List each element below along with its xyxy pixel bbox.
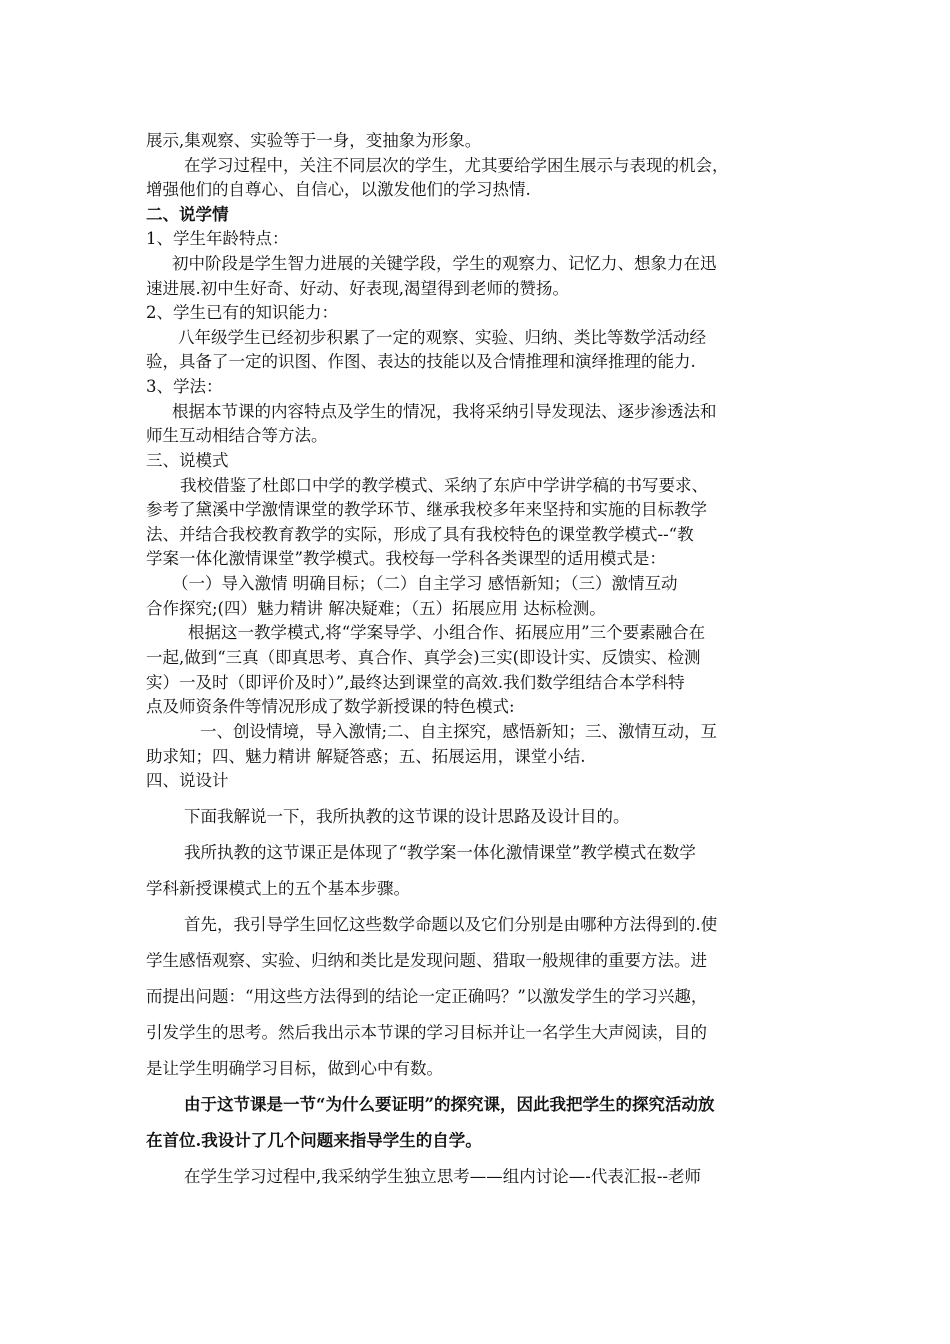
bold-text-line: 由于这节课是一节“为什么要证明”的探究课，因此我把学生的探究活动放: [184, 1095, 715, 1114]
text-line: 首先，我引导学生回忆这些数学命题以及它们分别是由哪种方法得到的.使: [184, 915, 718, 934]
section-heading: 三、说模式: [146, 451, 229, 470]
text-line: 点及师资条件等情况形成了数学新授课的特色模式:: [146, 697, 515, 716]
text-line: 一起,做到“三真（即真思考、真合作、真学会)三实(即设计实、反馈实、检测: [146, 648, 701, 667]
text-line: 合作探究;(四）魅力精讲 解决疑难；（五）拓展应用 达标检测。: [146, 599, 606, 618]
section-heading: 二、说学情: [146, 205, 229, 224]
subheading: 2、学生已有的知识能力：: [146, 303, 338, 322]
text-line: 是让学生明确学习目标，做到心中有数。: [146, 1059, 443, 1078]
text-line: 下面我解说一下，我所执教的这节课的设计思路及设计目的。: [184, 807, 630, 826]
subheading: 1、学生年龄特点：: [146, 229, 289, 248]
text-line: 增强他们的自尊心、自信心，以激发他们的学习热情.: [146, 180, 531, 199]
text-line: 一、创设情境，导入激情;二、自主探究，感悟新知；三、激情互动，互: [200, 722, 718, 741]
text-line: 速进展.初中生好奇、好动、好表现,渴望得到老师的赞扬。: [146, 279, 569, 298]
text-line: 根据这一教学模式,将“学案导学、小组合作、拓展应用”三个要素融合在: [188, 623, 706, 642]
text-line: 实）一及时（即评价及时）”,最终达到课堂的高效.我们数学组结合本学科特: [146, 673, 685, 692]
text-line: 我校借鉴了杜郎口中学的教学模式、采纳了东庐中学讲学稿的书写要求、: [180, 476, 708, 495]
text-line: 参考了黛溪中学激情课堂的教学环节、继承我校多年来坚持和实施的目标教学: [146, 500, 707, 519]
text-line: 我所执教的这节课正是体现了“教学案一体化激情课堂”教学模式在数学: [184, 843, 696, 862]
text-line: 而提出问题：“用这些方法得到的结论一定正确吗？”以激发学生的学习兴趣，: [146, 987, 708, 1006]
text-line: 法、并结合我校教育教学的实际，形成了具有我校特色的课堂教学模式--“教: [146, 525, 694, 544]
text-line: 学案一体化激情课堂”教学模式。我校每一学科各类课型的适用模式是：: [146, 549, 666, 568]
text-line: 在学习过程中，关注不同层次的学生，尤其要给学困生展示与表现的机会，: [184, 156, 729, 175]
text-line: 在学生学习过程中,我采纳学生独立思考——组内讨论—-代表汇报--老师: [184, 1167, 701, 1186]
subheading: 3、学法：: [146, 377, 223, 396]
text-line: 学科新授课模式上的五个基本步骤。: [146, 879, 410, 898]
text-line: 学生感悟观察、实验、归纳和类比是发现问题、猎取一般规律的重要方法。进: [146, 951, 707, 970]
text-line: （一）导入激情 明确目标；（二）自主学习 感悟新知；（三）激情互动: [172, 574, 678, 593]
text-line: 验，具备了一定的识图、作图、表达的技能以及合情推理和演绎推理的能力.: [146, 352, 696, 371]
bold-text-line: 在首位.我设计了几个问题来指导学生的自学。: [146, 1131, 482, 1150]
text-line: 根据本节课的内容特点及学生的情况，我将采纳引导发现法、逐步渗透法和: [172, 402, 717, 421]
text-line: 师生互动相结合等方法。: [146, 426, 328, 445]
text-line: 初中阶段是学生智力进展的关键学段，学生的观察力、记忆力、想象力在迅: [172, 254, 717, 273]
text-line: 助求知；四、魅力精讲 解疑答惑；五、拓展运用，课堂小结.: [146, 747, 586, 766]
section-heading: 四、说设计: [146, 771, 229, 790]
text-line: 引发学生的思考。然后我出示本节课的学习目标并让一名学生大声阅读，目的: [146, 1023, 707, 1042]
text-line: 八年级学生已经初步积累了一定的观察、实验、归纳、类比等数学活动经: [178, 328, 706, 347]
text-line: 展示,集观察、实验等于一身，变抽象为形象。: [146, 131, 482, 150]
